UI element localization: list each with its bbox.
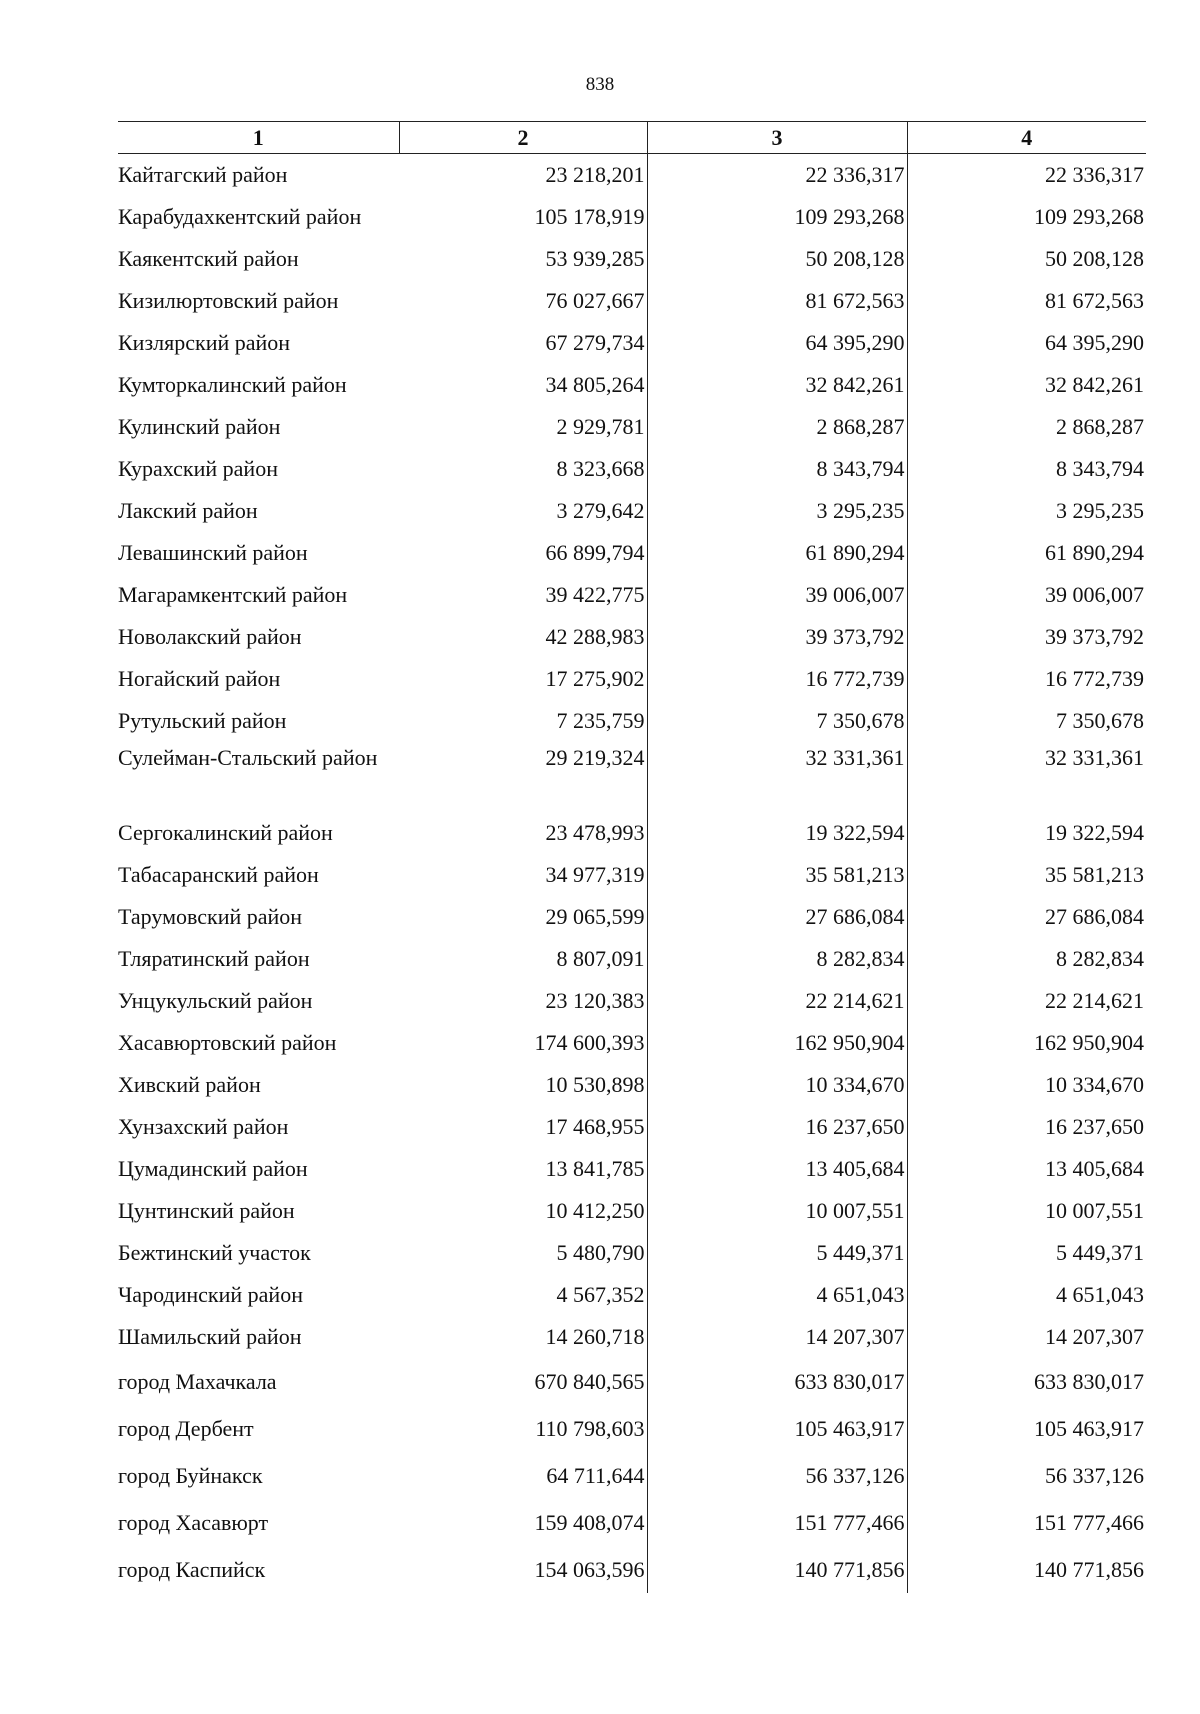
table-row xyxy=(118,1148,1146,1190)
table-row xyxy=(118,1316,1146,1358)
column-2-value-cell: 14 260,718 xyxy=(399,1316,647,1358)
column-2-value-cell: 39 422,775 xyxy=(399,574,647,616)
column-3-value-cell: 10 007,551 xyxy=(647,1190,907,1232)
column-3-value-cell: 8 282,834 xyxy=(647,938,907,980)
region-name-cell: Хасавюртовский район xyxy=(118,1030,337,1055)
column-3-value-cell: 22 214,621 xyxy=(647,980,907,1022)
column-4-value-cell: 8 343,794 xyxy=(1056,456,1144,481)
column-4-value-cell: 22 214,621 xyxy=(1045,988,1144,1013)
region-name-cell: Табасаранский район xyxy=(118,862,319,887)
column-3-value-cell: 140 771,856 xyxy=(647,1546,907,1593)
column-2-value-cell: 2 929,781 xyxy=(399,406,647,448)
column-4-value-cell: 64 395,290 xyxy=(1045,330,1144,355)
table-row xyxy=(118,280,1146,322)
table-row xyxy=(118,322,1146,364)
column-3-value-cell: 22 336,317 xyxy=(647,154,907,197)
region-name-cell: Кизлярский район xyxy=(118,330,291,355)
column-4-value-cell: 32 331,361 xyxy=(1045,745,1144,770)
column-4-value-cell: 50 208,128 xyxy=(1045,246,1144,271)
column-2-value-cell: 17 275,902 xyxy=(399,658,647,700)
region-name-cell: Кизилюртовский район xyxy=(118,288,339,313)
table-row xyxy=(118,616,1146,658)
region-name-cell: Тляратинский район xyxy=(118,946,310,971)
table-row xyxy=(118,1106,1146,1148)
region-name-cell: Чародинский район xyxy=(118,1282,303,1307)
column-3-value-cell: 151 777,466 xyxy=(647,1499,907,1546)
region-name-cell: город Дербент xyxy=(118,1415,254,1441)
region-name-cell: Унцукульский район xyxy=(118,988,313,1013)
column-3-value-cell: 4 651,043 xyxy=(647,1274,907,1316)
column-4-value-cell: 7 350,678 xyxy=(1056,708,1144,733)
region-name-cell: Новолакский район xyxy=(118,624,302,649)
column-2-value-cell: 34 805,264 xyxy=(399,364,647,406)
table-row xyxy=(118,448,1146,490)
region-name-cell: город Махачкала xyxy=(118,1368,277,1394)
column-2-value-cell: 670 840,565 xyxy=(399,1358,647,1405)
table-row xyxy=(118,238,1146,280)
table-row xyxy=(118,1358,1146,1405)
column-4-value-cell: 105 463,917 xyxy=(1034,1415,1144,1441)
region-name-cell: Шамильский район xyxy=(118,1324,302,1349)
table-row xyxy=(118,532,1146,574)
region-name-cell: Кулинский район xyxy=(118,414,281,439)
column-header-3: 3 xyxy=(647,122,907,154)
column-4-value-cell: 61 890,294 xyxy=(1045,540,1144,565)
table-row xyxy=(118,406,1146,448)
column-3-value-cell: 109 293,268 xyxy=(647,196,907,238)
column-4-value-cell: 39 373,792 xyxy=(1045,624,1144,649)
column-2-value-cell: 7 235,759 xyxy=(399,700,647,742)
column-3-value-cell: 16 772,739 xyxy=(647,658,907,700)
region-name-cell: Цунтинский район xyxy=(118,1198,295,1223)
column-3-value-cell: 32 842,261 xyxy=(647,364,907,406)
column-3-value-cell: 2 868,287 xyxy=(647,406,907,448)
column-2-value-cell: 42 288,983 xyxy=(399,616,647,658)
region-name-cell: Сергокалинский район xyxy=(118,820,333,845)
region-name-cell: Левашинский район xyxy=(118,540,308,565)
table-row xyxy=(118,896,1146,938)
column-3-value-cell: 8 343,794 xyxy=(647,448,907,490)
table-row xyxy=(118,1452,1146,1499)
table-row xyxy=(118,364,1146,406)
column-3-value-cell: 27 686,084 xyxy=(647,896,907,938)
table-row xyxy=(118,980,1146,1022)
column-2-value-cell: 110 798,603 xyxy=(399,1405,647,1452)
table-row xyxy=(118,658,1146,700)
column-3-value-cell: 32 331,361 xyxy=(647,742,907,812)
column-3-value-cell: 633 830,017 xyxy=(647,1358,907,1405)
table-row xyxy=(118,700,1146,742)
table-row xyxy=(118,938,1146,980)
region-name-cell: Каякентский район xyxy=(118,246,299,271)
column-header-1: 1 xyxy=(118,122,399,154)
column-2-value-cell: 29 065,599 xyxy=(399,896,647,938)
data-table xyxy=(118,121,1146,1593)
column-2-value-cell: 154 063,596 xyxy=(399,1546,647,1593)
column-2-value-cell: 5 480,790 xyxy=(399,1232,647,1274)
region-name-cell: Сулейман-Стальский район xyxy=(118,745,378,770)
header-row xyxy=(118,122,1146,154)
column-4-value-cell: 162 950,904 xyxy=(1034,1030,1144,1055)
column-4-value-cell: 19 322,594 xyxy=(1045,820,1144,845)
column-2-value-cell: 29 219,324 xyxy=(399,742,647,812)
column-2-value-cell: 23 218,201 xyxy=(399,154,647,197)
column-2-value-cell: 66 899,794 xyxy=(399,532,647,574)
column-4-value-cell: 633 830,017 xyxy=(1034,1368,1144,1394)
column-4-value-cell: 16 237,650 xyxy=(1045,1114,1144,1139)
column-3-value-cell: 5 449,371 xyxy=(647,1232,907,1274)
region-name-cell: Рутульский район xyxy=(118,708,287,733)
table-row xyxy=(118,490,1146,532)
column-4-value-cell: 14 207,307 xyxy=(1045,1324,1144,1349)
column-4-value-cell: 4 651,043 xyxy=(1056,1282,1144,1307)
column-4-value-cell: 8 282,834 xyxy=(1056,946,1144,971)
column-2-value-cell: 17 468,955 xyxy=(399,1106,647,1148)
table-row xyxy=(118,1546,1146,1593)
column-2-value-cell: 64 711,644 xyxy=(399,1452,647,1499)
column-4-value-cell: 3 295,235 xyxy=(1056,498,1144,523)
table-row xyxy=(118,1405,1146,1452)
column-4-value-cell: 10 007,551 xyxy=(1045,1198,1144,1223)
column-4-value-cell: 10 334,670 xyxy=(1045,1072,1144,1097)
region-name-cell: Кайтагский район xyxy=(118,162,288,187)
column-4-value-cell: 35 581,213 xyxy=(1045,862,1144,887)
column-2-value-cell: 34 977,319 xyxy=(399,854,647,896)
table-row xyxy=(118,1022,1146,1064)
column-3-value-cell: 7 350,678 xyxy=(647,700,907,742)
column-3-value-cell: 56 337,126 xyxy=(647,1452,907,1499)
column-3-value-cell: 105 463,917 xyxy=(647,1405,907,1452)
column-2-value-cell: 23 120,383 xyxy=(399,980,647,1022)
column-4-value-cell: 22 336,317 xyxy=(1045,162,1144,187)
column-4-value-cell: 13 405,684 xyxy=(1045,1156,1144,1181)
column-2-value-cell: 13 841,785 xyxy=(399,1148,647,1190)
region-name-cell: Кумторкалинский район xyxy=(118,372,347,397)
page-number: 838 xyxy=(585,74,615,95)
table-row xyxy=(118,574,1146,616)
table-row xyxy=(118,1274,1146,1316)
column-2-value-cell: 67 279,734 xyxy=(399,322,647,364)
table-row xyxy=(118,812,1146,854)
table-body xyxy=(118,154,1146,1594)
region-name-cell: Хунзахский район xyxy=(118,1114,289,1139)
column-4-value-cell: 151 777,466 xyxy=(1034,1509,1144,1535)
region-name-cell: город Буйнакск xyxy=(118,1462,263,1488)
column-header-4: 4 xyxy=(907,122,1146,154)
column-3-value-cell: 61 890,294 xyxy=(647,532,907,574)
region-name-cell: город Хасавюрт xyxy=(118,1509,269,1535)
column-4-value-cell: 16 772,739 xyxy=(1045,666,1144,691)
region-name-cell: Ногайский район xyxy=(118,666,281,691)
column-4-value-cell: 81 672,563 xyxy=(1045,288,1144,313)
column-4-value-cell: 140 771,856 xyxy=(1034,1556,1144,1582)
table-row xyxy=(118,196,1146,238)
column-2-value-cell: 76 027,667 xyxy=(399,280,647,322)
column-4-value-cell: 32 842,261 xyxy=(1045,372,1144,397)
region-name-cell: Тарумовский район xyxy=(118,904,303,929)
column-4-value-cell: 5 449,371 xyxy=(1056,1240,1144,1265)
column-2-value-cell: 174 600,393 xyxy=(399,1022,647,1064)
column-2-value-cell: 10 530,898 xyxy=(399,1064,647,1106)
region-name-cell: город Каспийск xyxy=(118,1556,266,1582)
column-4-value-cell: 39 006,007 xyxy=(1045,582,1144,607)
column-3-value-cell: 35 581,213 xyxy=(647,854,907,896)
table-row xyxy=(118,1232,1146,1274)
column-3-value-cell: 50 208,128 xyxy=(647,238,907,280)
column-3-value-cell: 3 295,235 xyxy=(647,490,907,532)
column-3-value-cell: 39 373,792 xyxy=(647,616,907,658)
column-3-value-cell: 162 950,904 xyxy=(647,1022,907,1064)
region-name-cell: Курахский район xyxy=(118,456,278,481)
column-2-value-cell: 3 279,642 xyxy=(399,490,647,532)
column-3-value-cell: 64 395,290 xyxy=(647,322,907,364)
column-3-value-cell: 10 334,670 xyxy=(647,1064,907,1106)
column-2-value-cell: 53 939,285 xyxy=(399,238,647,280)
column-2-value-cell: 8 807,091 xyxy=(399,938,647,980)
region-name-cell: Магарамкентский район xyxy=(118,582,348,607)
column-3-value-cell: 81 672,563 xyxy=(647,280,907,322)
table-row xyxy=(118,1064,1146,1106)
column-header-2: 2 xyxy=(399,122,647,154)
table-row xyxy=(118,154,1146,197)
column-4-value-cell: 27 686,084 xyxy=(1045,904,1144,929)
table-row xyxy=(118,1190,1146,1232)
column-4-value-cell: 56 337,126 xyxy=(1045,1462,1144,1488)
table-row xyxy=(118,1499,1146,1546)
column-2-value-cell: 159 408,074 xyxy=(399,1499,647,1546)
column-3-value-cell: 13 405,684 xyxy=(647,1148,907,1190)
region-name-cell: Лакский район xyxy=(118,498,258,523)
column-3-value-cell: 39 006,007 xyxy=(647,574,907,616)
column-4-value-cell: 2 868,287 xyxy=(1056,414,1144,439)
table-row xyxy=(118,742,1146,812)
region-name-cell: Карабудахкентский район xyxy=(118,204,362,229)
column-2-value-cell: 10 412,250 xyxy=(399,1190,647,1232)
table-row xyxy=(118,854,1146,896)
column-3-value-cell: 16 237,650 xyxy=(647,1106,907,1148)
column-2-value-cell: 23 478,993 xyxy=(399,812,647,854)
column-4-value-cell: 109 293,268 xyxy=(1034,204,1144,229)
column-3-value-cell: 14 207,307 xyxy=(647,1316,907,1358)
region-name-cell: Хивский район xyxy=(118,1072,261,1097)
column-2-value-cell: 8 323,668 xyxy=(399,448,647,490)
column-3-value-cell: 19 322,594 xyxy=(647,812,907,854)
column-2-value-cell: 4 567,352 xyxy=(399,1274,647,1316)
region-name-cell: Цумадинский район xyxy=(118,1156,308,1181)
region-name-cell: Бежтинский участок xyxy=(118,1240,311,1265)
column-2-value-cell: 105 178,919 xyxy=(399,196,647,238)
table-header xyxy=(118,122,1146,154)
